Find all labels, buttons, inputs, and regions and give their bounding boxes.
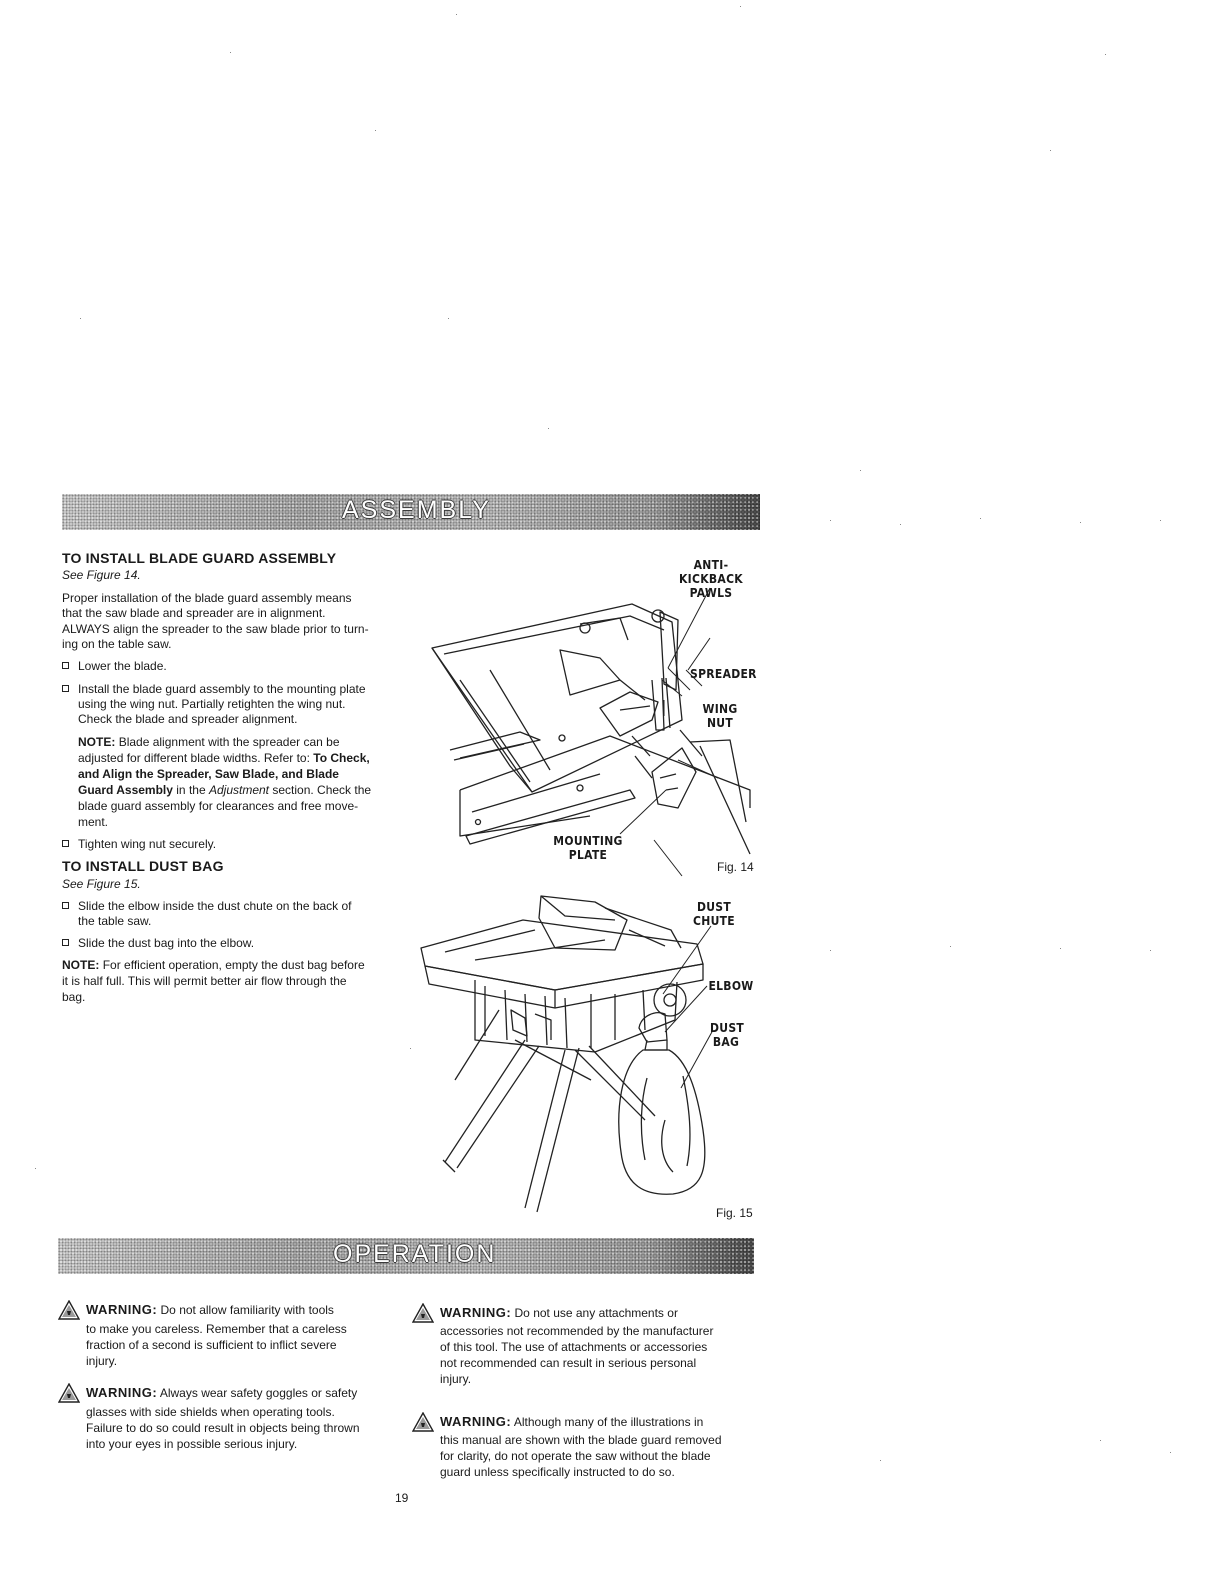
note-line: it is half full. This will permit better air flow through the bbox=[62, 974, 347, 988]
intro-line: ALWAYS align the spreader to the saw blade prior to turn- bbox=[62, 622, 369, 636]
intro-line: that the saw blade and spreader are in alignment. bbox=[62, 606, 326, 620]
warning-text: Do not allow familiarity with tools bbox=[160, 1303, 334, 1317]
scan-speck bbox=[1050, 150, 1051, 151]
warning-text: Although many of the illustrations in bbox=[513, 1415, 704, 1429]
label-line: NUT bbox=[706, 716, 734, 730]
scan-speck bbox=[1105, 54, 1106, 55]
warning-first-line bbox=[440, 1305, 678, 1321]
warning-line: injury. bbox=[440, 1372, 472, 1386]
square-bullet-icon bbox=[62, 662, 69, 669]
warning-triangle-icon bbox=[412, 1303, 434, 1323]
step-slide-elbow bbox=[62, 899, 408, 929]
warning-text: Always wear safety goggles or safety bbox=[159, 1386, 358, 1400]
warning-line: fraction of a second is sufficient to inflict severe bbox=[86, 1338, 337, 1352]
label-line: PLATE bbox=[568, 848, 608, 862]
scan-speck bbox=[1170, 1452, 1171, 1453]
scan-speck bbox=[830, 950, 831, 951]
blade-guard-heading: TO INSTALL BLADE GUARD ASSEMBLY bbox=[62, 550, 337, 566]
label-line: MOUNTING bbox=[553, 834, 623, 848]
scan-speck bbox=[980, 518, 981, 519]
figure-14-caption: Fig. 14 bbox=[717, 860, 754, 874]
page-number: 19 bbox=[395, 1491, 409, 1505]
scan-speck bbox=[1080, 522, 1081, 523]
step-line: the table saw. bbox=[78, 914, 152, 928]
note-line bbox=[78, 735, 340, 750]
step-tighten bbox=[62, 837, 216, 852]
warning-line: guard unless specifically instructed to do so. bbox=[440, 1465, 675, 1479]
note-line: ment. bbox=[78, 815, 109, 829]
scan-speck bbox=[1160, 520, 1161, 521]
warning-first-line bbox=[86, 1385, 357, 1401]
warning-line: for clarity, do not operate the saw without the blade bbox=[440, 1449, 711, 1463]
warning-first-line bbox=[86, 1302, 334, 1318]
label-wing-nut bbox=[700, 702, 740, 730]
warning-line: of this tool. The use of attachments or accessories bbox=[440, 1340, 708, 1354]
label-mounting-plate bbox=[550, 834, 626, 862]
scan-speck bbox=[456, 14, 457, 15]
warning-block bbox=[58, 1383, 388, 1463]
note-label: NOTE: bbox=[78, 735, 116, 749]
scan-speck bbox=[548, 428, 549, 429]
step-line: Slide the elbow inside the dust chute on the back of bbox=[78, 899, 352, 913]
note-line bbox=[62, 958, 365, 973]
warning-block bbox=[58, 1300, 388, 1380]
note-bold: Guard Assembly bbox=[78, 783, 173, 797]
step-lower-blade bbox=[62, 659, 167, 674]
label-line: BAG bbox=[712, 1035, 740, 1049]
note-text: in the bbox=[176, 783, 206, 797]
step-text: Slide the dust bag into the elbow. bbox=[78, 936, 255, 950]
label-dust-bag bbox=[710, 1021, 745, 1049]
warning-word: WARNING: bbox=[440, 1414, 512, 1429]
warning-line: injury. bbox=[86, 1354, 118, 1368]
scan-speck bbox=[1150, 950, 1151, 951]
warning-line: not recommended can result in serious personal bbox=[440, 1356, 697, 1370]
scan-speck bbox=[830, 520, 831, 521]
label-line: WING bbox=[702, 702, 738, 716]
operation-banner bbox=[58, 1238, 754, 1274]
note-label: NOTE: bbox=[62, 958, 100, 972]
square-bullet-icon bbox=[62, 840, 69, 847]
label-line: PAWLS bbox=[689, 586, 733, 600]
scan-speck bbox=[410, 1048, 411, 1049]
assembly-banner bbox=[62, 494, 760, 530]
label-line: DUST bbox=[696, 900, 732, 914]
warning-word: WARNING: bbox=[86, 1302, 158, 1317]
warning-line: to make you careless. Remember that a careless bbox=[86, 1322, 347, 1336]
warning-block bbox=[412, 1303, 757, 1395]
intro-line: Proper installation of the blade guard assembly means bbox=[62, 591, 352, 605]
step-text: Tighten wing nut securely. bbox=[78, 837, 217, 851]
label-elbow bbox=[706, 979, 756, 993]
scan-speck bbox=[80, 318, 81, 319]
step-line: Install the blade guard assembly to the mounting plate bbox=[78, 682, 366, 696]
label-dust-chute bbox=[692, 900, 736, 928]
note-italic: Adjustment bbox=[208, 783, 269, 797]
square-bullet-icon bbox=[62, 902, 69, 909]
square-bullet-icon bbox=[62, 685, 69, 692]
warning-line: glasses with side shields when operating tools. bbox=[86, 1405, 335, 1419]
note-text: Blade alignment with the spreader can be bbox=[118, 735, 340, 749]
label-spreader bbox=[690, 667, 756, 681]
scan-speck bbox=[1060, 948, 1061, 949]
note-text: section. Check the bbox=[272, 783, 372, 797]
label-line: SPREADER bbox=[690, 667, 757, 681]
note-line bbox=[78, 751, 370, 766]
scan-speck bbox=[860, 470, 861, 471]
note-line bbox=[78, 783, 371, 798]
warning-block bbox=[412, 1412, 757, 1492]
square-bullet-icon bbox=[62, 939, 69, 946]
figure-15-caption: Fig. 15 bbox=[716, 1206, 753, 1220]
warning-word: WARNING: bbox=[440, 1305, 512, 1320]
scan-speck bbox=[900, 524, 901, 525]
scan-speck bbox=[950, 946, 951, 947]
note-text: For efficient operation, empty the dust bag before bbox=[102, 958, 365, 972]
warning-first-line bbox=[440, 1414, 703, 1430]
note-line: blade guard assembly for clearances and free move- bbox=[78, 799, 359, 813]
label-line: CHUTE bbox=[693, 914, 735, 928]
assembly-banner-title: ASSEMBLY bbox=[342, 496, 491, 524]
step-slide-bag bbox=[62, 936, 254, 951]
scan-speck bbox=[375, 130, 376, 131]
operation-banner-title: OPERATION bbox=[333, 1240, 497, 1268]
warning-line: accessories not recommended by the manufacturer bbox=[440, 1324, 714, 1338]
see-figure-15: See Figure 15. bbox=[62, 877, 141, 891]
see-figure-14: See Figure 14. bbox=[62, 568, 141, 582]
scan-speck bbox=[448, 318, 449, 319]
warning-triangle-icon bbox=[58, 1300, 80, 1320]
warning-line: Failure to do so could result in objects being thrown bbox=[86, 1421, 360, 1435]
warning-triangle-icon bbox=[58, 1383, 80, 1403]
step-text: Lower the blade. bbox=[78, 659, 167, 673]
note-text: adjusted for different blade widths. Refer to: bbox=[78, 751, 310, 765]
scan-speck bbox=[35, 1168, 36, 1169]
scan-speck bbox=[740, 6, 741, 7]
note-line: and Align the Spreader, Saw Blade, and Blade bbox=[78, 767, 339, 781]
scan-speck bbox=[880, 1460, 881, 1461]
dust-bag-heading: TO INSTALL DUST BAG bbox=[62, 858, 224, 874]
step-install-guard bbox=[62, 682, 408, 727]
label-line: ANTI-KICKBACK bbox=[679, 558, 743, 586]
intro-line: ing on the table saw. bbox=[62, 637, 172, 651]
scan-speck bbox=[1100, 1440, 1101, 1441]
warning-triangle-icon bbox=[412, 1412, 434, 1432]
warning-line: into your eyes in possible serious injury. bbox=[86, 1437, 298, 1451]
step-line: using the wing nut. Partially retighten the wing nut. bbox=[78, 697, 346, 711]
label-line: ELBOW bbox=[708, 979, 754, 993]
scan-speck bbox=[230, 52, 231, 53]
note-bold: To Check, bbox=[313, 751, 370, 765]
figure-15-leaders bbox=[415, 890, 735, 1215]
warning-text: Do not use any attachments or bbox=[514, 1306, 678, 1320]
warning-word: WARNING: bbox=[86, 1385, 158, 1400]
step-line: Check the blade and spreader alignment. bbox=[78, 712, 298, 726]
note-line: bag. bbox=[62, 990, 86, 1004]
label-line: DUST bbox=[710, 1021, 745, 1035]
warning-line: this manual are shown with the blade guard removed bbox=[440, 1433, 722, 1447]
label-anti-kickback-pawls bbox=[664, 558, 758, 600]
